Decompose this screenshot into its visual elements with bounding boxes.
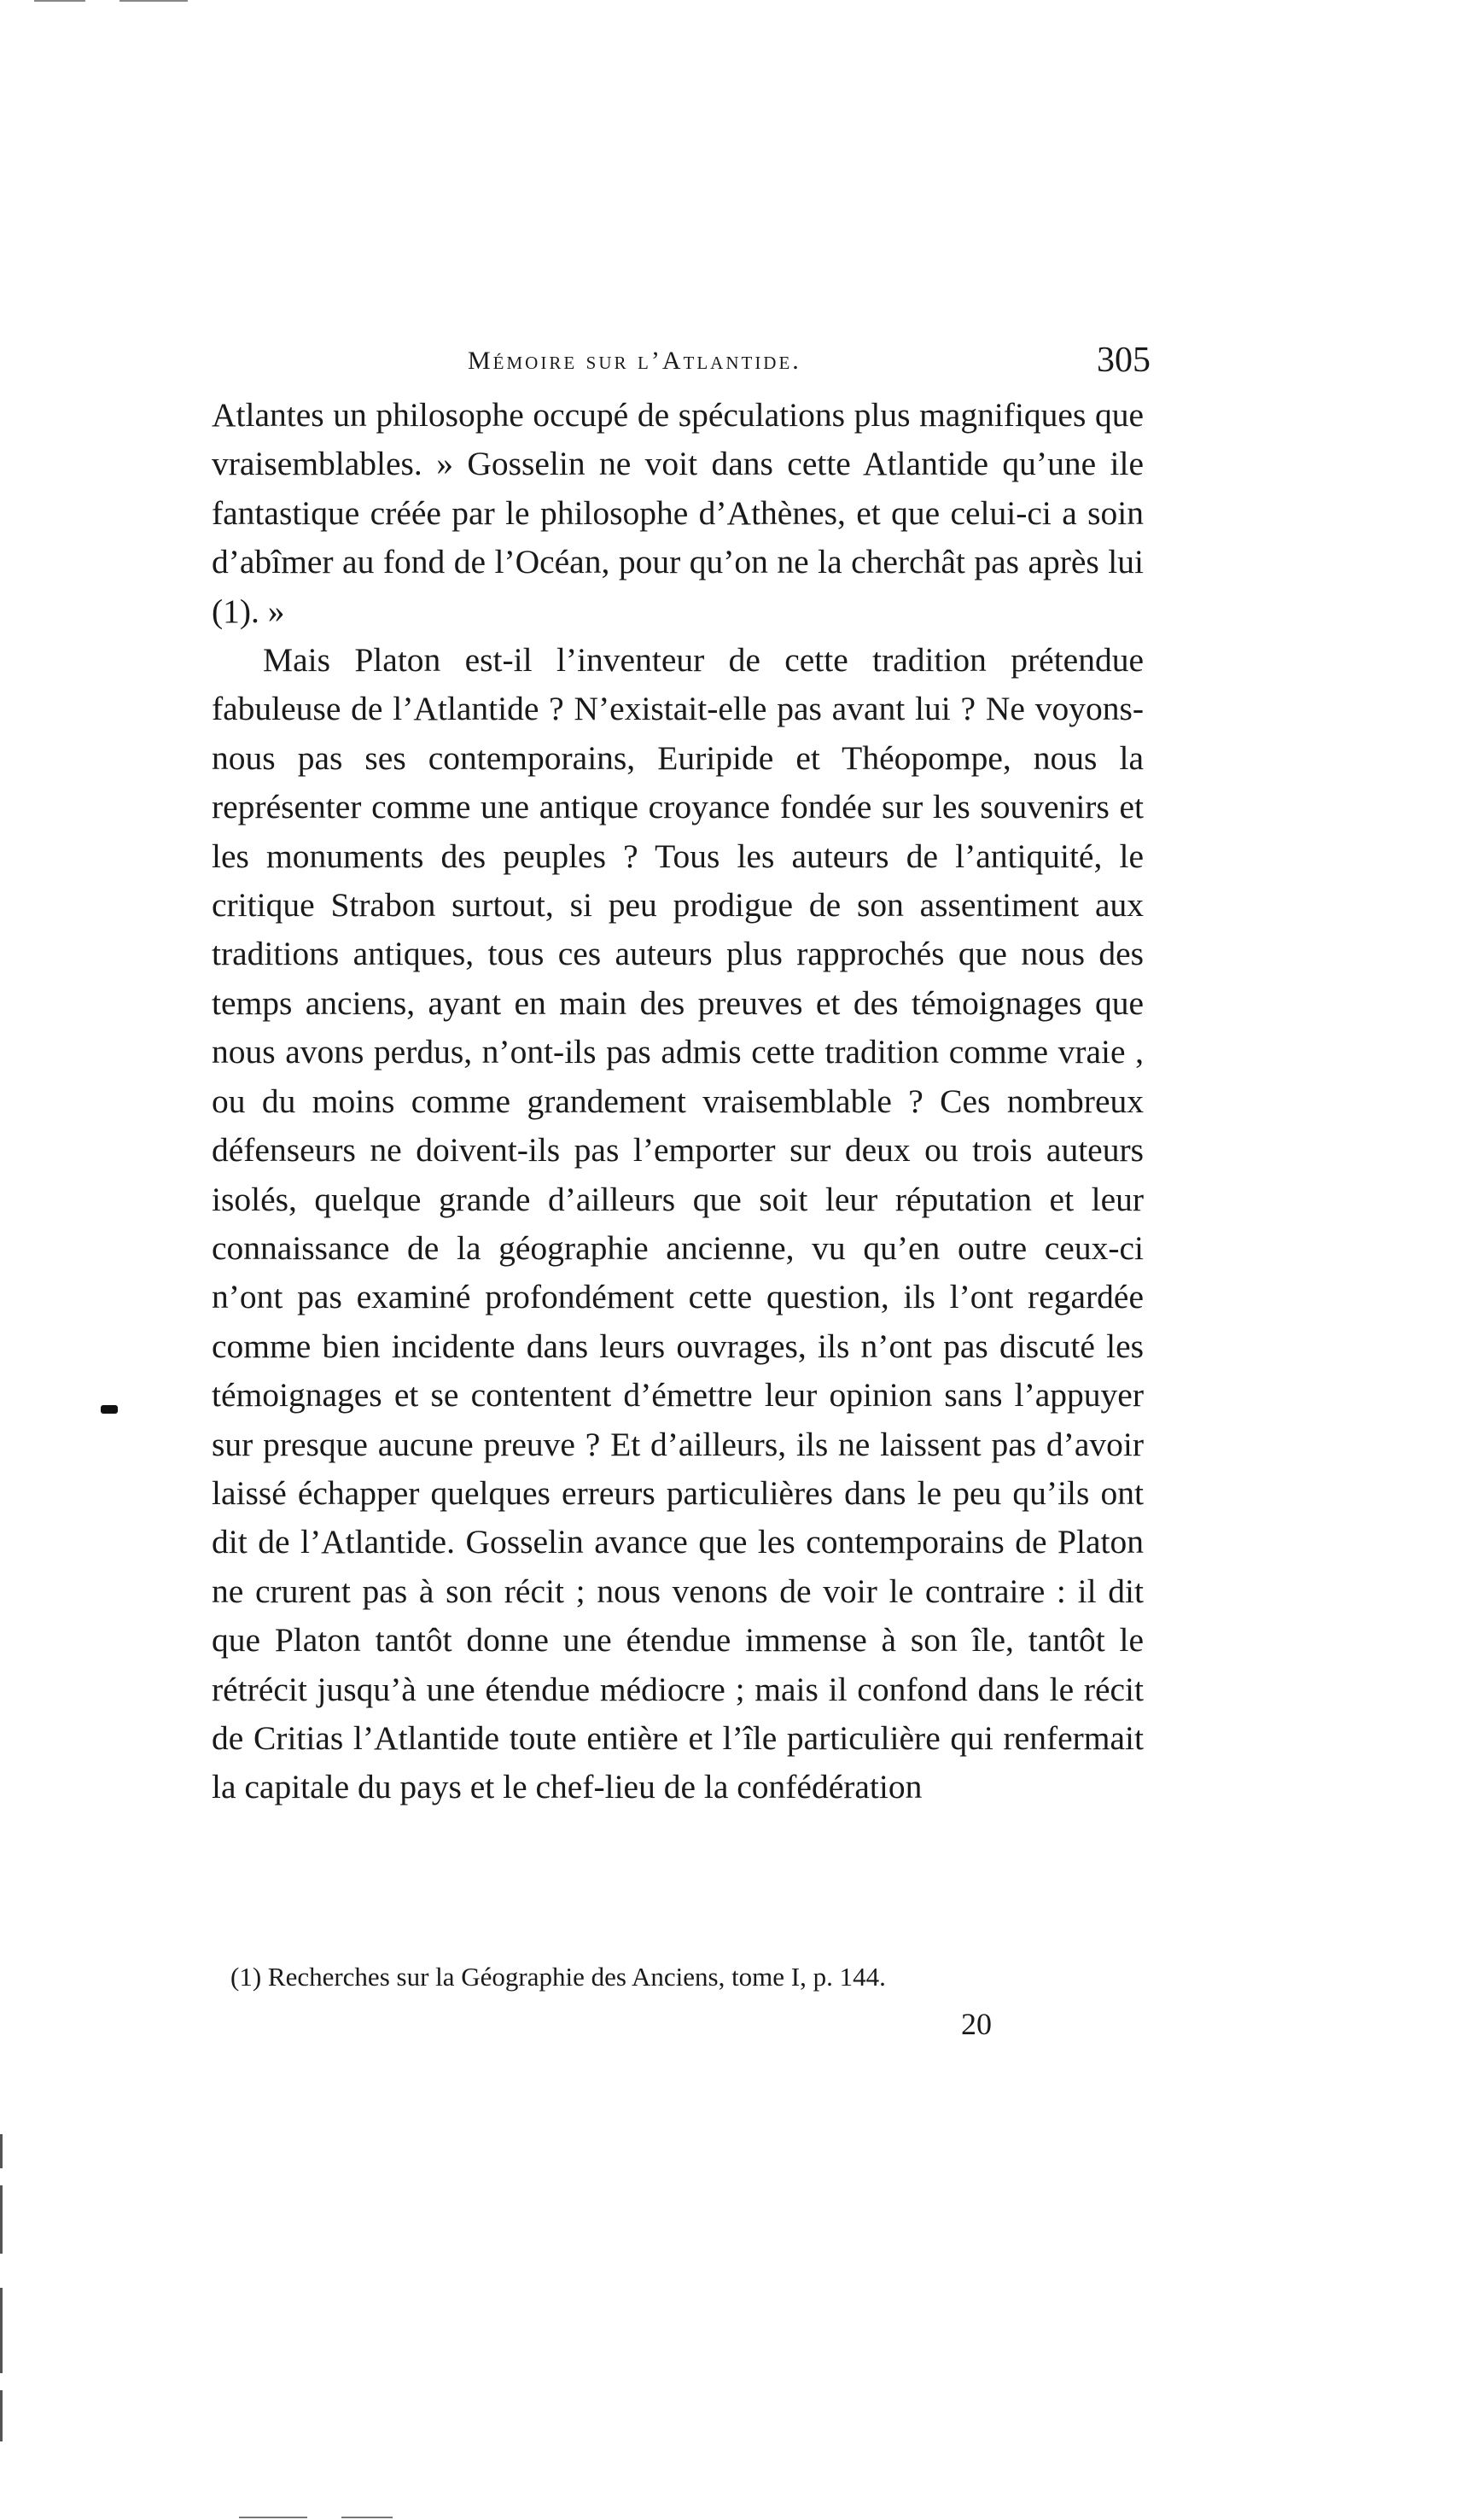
running-title: Mémoire sur l’Atlantide. [468, 347, 801, 375]
page-header [468, 340, 1151, 384]
scan-top-rule [119, 0, 188, 2]
paragraph: Mais Platon est-il l’inventeur de cette tradition prétendue fabuleuse de l’Atlantide ? N’existait-elle pas avant lui ? Ne voyons-nous pas ses contemporains, Euripide et Théopompe, nous la représenter comme une antique croyance fondée sur les souvenirs et les monuments des peuples ? Tous les auteurs de l’antiquité, le critique Strabon surtout, si peu prodigue de son assentiment aux traditions antiques, tous ces auteurs plus rapprochés que nous des temps anciens, ayant en main des preuves et des témoignages que nous avons perdus, n’ont-ils pas admis cette tradition comme vraie , ou du moins comme grandement vraisemblable ? Ces nombreux défenseurs ne doivent-ils pas l’emporter sur deux ou trois auteurs isolés, quelque grande d’ailleurs que soit leur réputation et leur connaissance de la géographie ancienne, vu qu’en outre ceux-ci n’ont pas examiné profondément cette question, ils l’ont regardée comme bien incidente dans leurs ouvrages, ils n’ont pas discuté les témoignages et se contentent d’émettre leur opinion sans l’appuyer sur presque aucune preuve ? Et d’ailleurs, ils ne laissent pas d’avoir laissé échapper quelques erreurs particulières dans le peu qu’ils ont dit de l’Atlantide. Gosselin avance que les contemporains de Platon ne crurent pas à son récit ; nous venons de voir le contraire : il dit que Platon tantôt donne une étendue immense à son île, tantôt le rétrécit jusqu’à une étendue médiocre ; mais il confond dans le récit de Critias l’Atlantide toute entière et l’île particulière qui renfermait la capitale du pays et le chef-lieu de la confédération [212, 641, 1144, 1806]
scan-edge-line [0, 2288, 3, 2373]
scan-edge-line [0, 2134, 3, 2168]
scan-bottom-rule [341, 2517, 393, 2518]
page-number: 305 [1097, 341, 1151, 380]
scan-edge-line [0, 2185, 3, 2254]
scan-bottom-rule [239, 2517, 307, 2518]
margin-mark [101, 1405, 118, 1414]
signature-mark: 20 [961, 2007, 992, 2041]
body-text [212, 391, 1144, 1812]
scan-top-rule [34, 0, 85, 2]
scan-edge-line [0, 2390, 3, 2441]
paragraph: Atlantes un philosophe occupé de spéculations plus magnifiques que vraisemblables. » Gosselin ne voit dans cette Atlantide qu’une ile fantastique créée par le philosophe d’Athènes, et que celui-ci a soin d’abîmer au fond de l’Océan, pour qu’on ne la cherchât pas après lui (1). » [212, 396, 1144, 630]
footnote: (1) Recherches sur la Géographie des Anciens, tome I, p. 144. [230, 1962, 886, 1992]
